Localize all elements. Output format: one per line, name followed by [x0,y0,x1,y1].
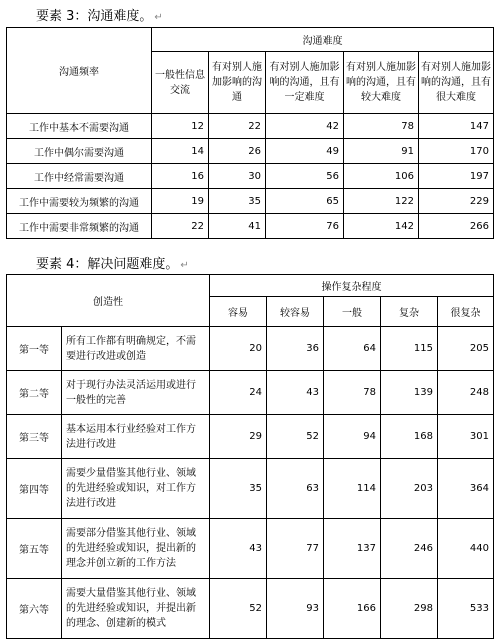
cell-value: 122 [344,189,419,214]
cell-value: 12 [152,114,209,139]
grade-description: 所有工作都有明确规定，不需要进行改进或创造 [62,327,210,371]
cell-value: 52 [210,579,267,639]
grade-description: 基本运用本行业经验对工作方法进行改进 [62,415,210,459]
cell-value: 114 [324,459,381,519]
table-row [7,415,494,459]
cell-value: 93 [267,579,324,639]
cell-value: 65 [266,189,344,214]
cell-value: 22 [209,114,266,139]
table-row [7,139,494,164]
cell-value: 440 [438,519,494,579]
column-group-header [152,28,494,52]
table-row [7,114,494,139]
row-label: 工作中需要非常频繁的沟通 [7,214,152,239]
cell-value: 22 [152,214,209,239]
cell-value: 203 [381,459,438,519]
column-header: 有对别人施加影响的沟通，且有很大难度 [419,52,494,114]
row-label: 工作中经常需要沟通 [7,164,152,189]
cell-value: 142 [344,214,419,239]
cell-value: 91 [344,139,419,164]
cell-value: 35 [210,459,267,519]
cell-value: 147 [419,114,494,139]
cell-value: 78 [324,371,381,415]
column-header: 一般 [324,297,381,327]
cell-value: 49 [266,139,344,164]
cell-value: 168 [381,415,438,459]
grade-description: 需要大量借鉴其他行业、领域的先进经验或知识，并提出新的理念、创建新的模式 [62,579,210,639]
cell-value: 229 [419,189,494,214]
cell-value: 115 [381,327,438,371]
cell-value: 76 [266,214,344,239]
row-header-cell [7,28,152,114]
grade-label: 第五等 [7,519,62,579]
table-row [7,519,494,579]
cell-value: 24 [210,371,267,415]
column-header: 有对别人施加影响的沟通，且有较大难度 [344,52,419,114]
cell-value: 533 [438,579,494,639]
cell-value: 64 [324,327,381,371]
grade-label: 第四等 [7,459,62,519]
row-header-label: 创造性 [93,297,123,308]
cell-value: 166 [324,579,381,639]
table-row [7,579,494,639]
cell-value: 43 [267,371,324,415]
cell-value: 14 [152,139,209,164]
cell-value: 52 [267,415,324,459]
column-group-label: 沟通难度 [302,36,343,47]
grade-description: 需要少量借鉴其他行业、领域的先进经验或知识，对工作方法进行改进 [62,459,210,519]
cell-value: 248 [438,371,494,415]
cell-value: 77 [267,519,324,579]
cell-value: 298 [381,579,438,639]
grade-label: 第一等 [7,327,62,371]
column-header: 较容易 [267,297,324,327]
cell-value: 41 [209,214,266,239]
cell-value: 63 [267,459,324,519]
cell-value: 30 [209,164,266,189]
cell-value: 246 [381,519,438,579]
table-row [7,327,494,371]
column-header: 很复杂 [438,297,494,327]
column-group-label: 操作复杂程度 [321,282,382,293]
problem-solving-difficulty-table [6,274,494,639]
cell-value: 26 [209,139,266,164]
table-row [7,164,494,189]
cell-value: 106 [344,164,419,189]
cell-value: 137 [324,519,381,579]
cell-value: 16 [152,164,209,189]
grade-label: 第六等 [7,579,62,639]
column-header: 有对别人施加影响的沟通，且有一定难度 [266,52,344,114]
table-row [7,371,494,415]
cell-value: 19 [152,189,209,214]
cell-value: 266 [419,214,494,239]
column-header: 一般性信息交流 [152,52,209,114]
row-label: 工作中偶尔需要沟通 [7,139,152,164]
row-header-cell [7,275,210,327]
grade-description: 需要部分借鉴其他行业、领域的先进经验或知识，提出新的理念并创立新的工作方法 [62,519,210,579]
table-row [7,214,494,239]
section3-heading: 要素 3：沟通难度。 ↵ [36,9,163,24]
communication-difficulty-table [6,27,494,239]
cell-value: 197 [419,164,494,189]
row-header-label: 沟通频率 [59,67,99,78]
table-row [7,459,494,519]
column-header: 有对别人施加影响的沟通 [209,52,266,114]
cell-value: 301 [438,415,494,459]
table-row [7,189,494,214]
section4-heading: 要素 4：解决问题难度。 ↵ [36,257,189,272]
cell-value: 78 [344,114,419,139]
grade-label: 第二等 [7,371,62,415]
cell-value: 56 [266,164,344,189]
column-group-header [210,275,494,297]
row-label: 工作中基本不需要沟通 [7,114,152,139]
cell-value: 139 [381,371,438,415]
cell-value: 20 [210,327,267,371]
cell-value: 35 [209,189,266,214]
cell-value: 170 [419,139,494,164]
column-header: 容易 [210,297,267,327]
cell-value: 42 [266,114,344,139]
cell-value: 94 [324,415,381,459]
cell-value: 43 [210,519,267,579]
cell-value: 364 [438,459,494,519]
grade-description: 对于现行办法灵活运用或进行一般性的完善 [62,371,210,415]
cell-value: 36 [267,327,324,371]
column-header: 复杂 [381,297,438,327]
cell-value: 29 [210,415,267,459]
cell-value: 205 [438,327,494,371]
grade-label: 第三等 [7,415,62,459]
row-label: 工作中需要较为频繁的沟通 [7,189,152,214]
